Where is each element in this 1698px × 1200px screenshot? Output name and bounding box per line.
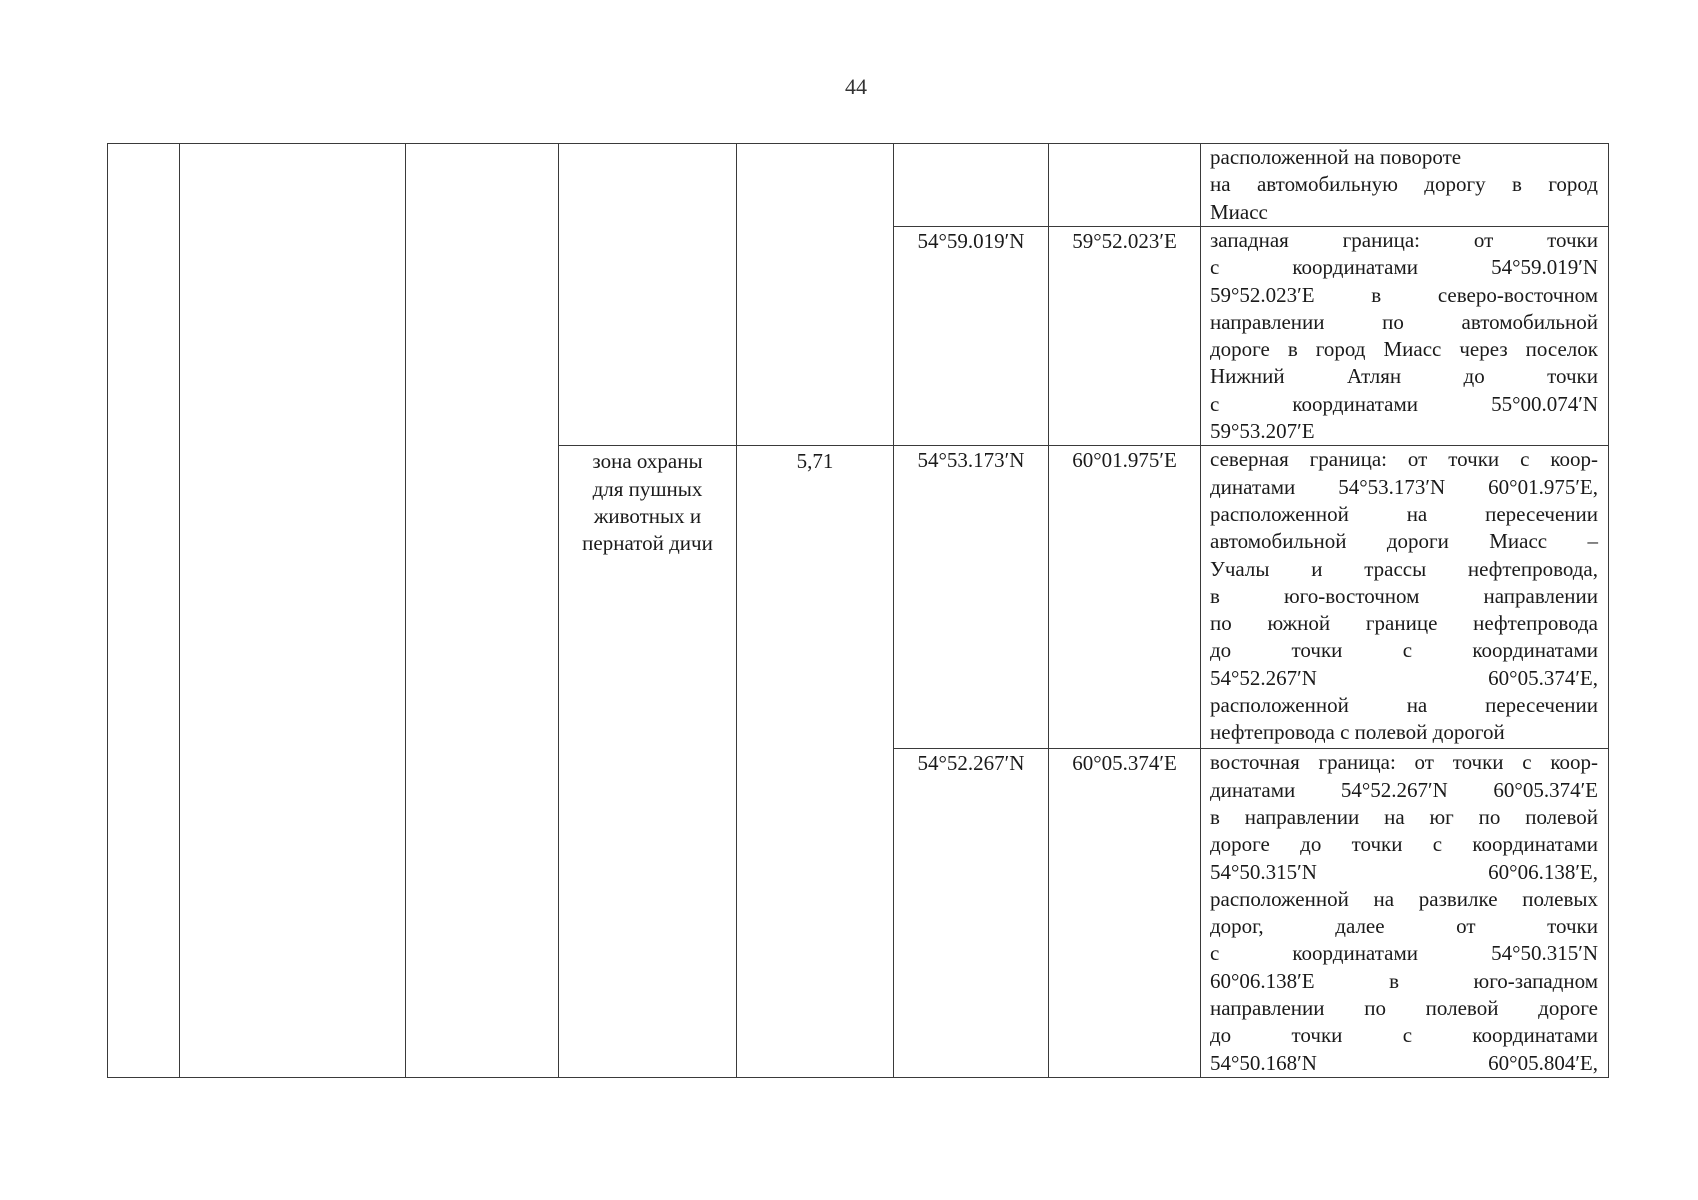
- desc-line: 59°52.023′E в северо-восточном: [1210, 282, 1598, 307]
- desc-line: по южной границе нефтепровода: [1210, 611, 1598, 636]
- zone-name-line: для пушных: [592, 476, 703, 501]
- desc-line: 54°50.315′N 60°06.138′E,: [1210, 859, 1598, 884]
- latitude-cell: 54°59.019′N: [894, 227, 1049, 446]
- empty-cell-zone: [559, 144, 737, 446]
- desc-line: до точки с координатами: [1210, 638, 1598, 663]
- zone-name-line: животных и: [593, 503, 702, 528]
- latitude-cell: 54°53.173′N: [894, 446, 1049, 749]
- desc-line: дороге в город Миасс через поселок: [1210, 337, 1598, 362]
- desc-line: 54°52.267′N 60°05.374′E,: [1210, 665, 1598, 690]
- boundary-description: [1201, 446, 1609, 749]
- desc-line: до точки с координатами: [1210, 1023, 1598, 1048]
- desc-line: динатами 54°52.267′N 60°05.374′E: [1210, 777, 1598, 802]
- desc-line: 59°53.207′E: [1210, 419, 1315, 444]
- desc-line: в направлении на юг по полевой: [1210, 804, 1598, 829]
- longitude-cell: 60°01.975′E: [1049, 446, 1201, 749]
- latitude-cell: [894, 144, 1049, 227]
- longitude-cell: [1049, 144, 1201, 227]
- boundary-description: [1201, 227, 1609, 446]
- zone-name-line: зона охраны: [592, 449, 703, 474]
- desc-line: расположенной на повороте: [1210, 145, 1462, 169]
- page-number: 44: [845, 74, 867, 99]
- desc-line: Миасс: [1210, 199, 1268, 224]
- zones-table: [107, 143, 1609, 1078]
- desc-line: западная граница: от точки: [1210, 228, 1598, 252]
- desc-line: нефтепровода с полевой дорогой: [1210, 720, 1505, 745]
- desc-line: с координатами 54°50.315′N: [1210, 941, 1598, 966]
- desc-line: дороге до точки с координатами: [1210, 832, 1598, 857]
- desc-line: с координатами 55°00.074′N: [1210, 391, 1598, 416]
- desc-line: дорог, далее от точки: [1210, 914, 1598, 939]
- desc-line: на автомобильную дорогу в город: [1210, 172, 1598, 197]
- desc-line: направлении по автомобильной: [1210, 309, 1598, 334]
- longitude-cell: 59°52.023′E: [1049, 227, 1201, 446]
- latitude-cell: 54°52.267′N: [894, 749, 1049, 1078]
- desc-line: с координатами 54°59.019′N: [1210, 255, 1598, 280]
- desc-line: расположенной на пересечении: [1210, 693, 1598, 718]
- desc-line: направлении по полевой дороге: [1210, 996, 1598, 1021]
- boundary-description: [1201, 144, 1609, 227]
- desc-line: в юго-восточном направлении: [1210, 583, 1598, 608]
- desc-line: автомобильной дороги Миасс –: [1210, 529, 1598, 554]
- empty-cell-category: [406, 144, 559, 1078]
- zone-area-cell: 5,71: [737, 446, 894, 1078]
- desc-line: северная граница: от точки с коор-: [1210, 447, 1598, 472]
- desc-line: восточная граница: от точки с коор-: [1210, 750, 1598, 775]
- table-row: [108, 144, 1609, 227]
- zone-name-line: пернатой дичи: [582, 531, 713, 556]
- desc-line: 54°50.168′N 60°05.804′E,: [1210, 1050, 1598, 1075]
- empty-cell-number: [108, 144, 180, 1078]
- desc-line: расположенной на развилке полевых: [1210, 886, 1598, 911]
- desc-line: расположенной на пересечении: [1210, 501, 1598, 526]
- desc-line: 60°06.138′E в юго-западном: [1210, 968, 1598, 993]
- longitude-cell: 60°05.374′E: [1049, 749, 1201, 1078]
- desc-line: Нижний Атлян до точки: [1210, 364, 1598, 389]
- empty-cell-name: [180, 144, 406, 1078]
- empty-cell-area: [737, 144, 894, 446]
- desc-line: Учалы и трассы нефтепровода,: [1210, 556, 1598, 581]
- desc-line: динатами 54°53.173′N 60°01.975′E,: [1210, 474, 1598, 499]
- zone-name-cell: [559, 446, 737, 1078]
- boundary-description: [1201, 749, 1609, 1078]
